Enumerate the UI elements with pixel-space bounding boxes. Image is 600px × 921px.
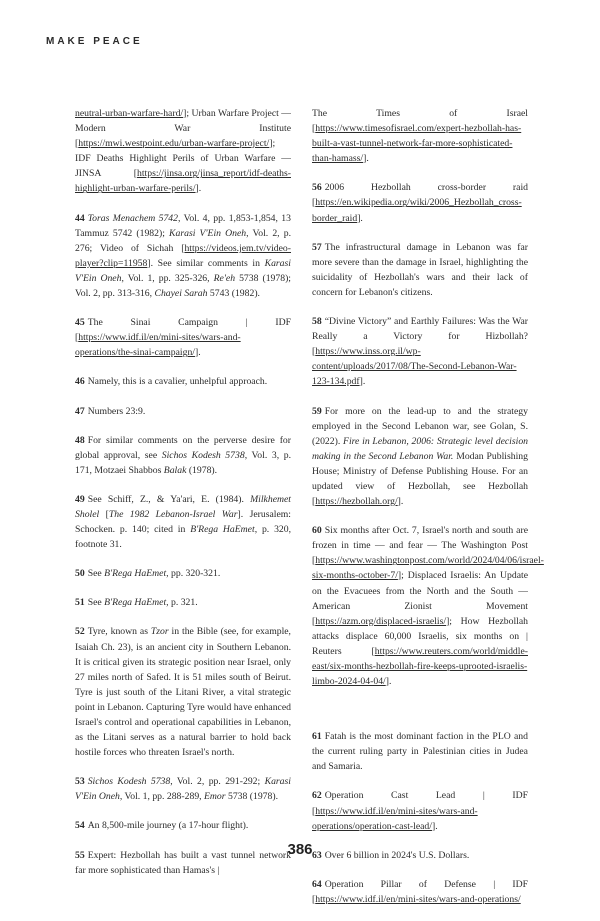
reference-link[interactable]: https://azm.org/displaced-israelis/ (315, 615, 447, 627)
reference-link[interactable]: https://www.idf.il/en/mini-sites/wars-and-operations/ (315, 893, 521, 905)
footnote-text: ]. (359, 376, 366, 388)
reference-link[interactable]: https://www.inss.org.il/wp-content/uploads/2017/08/The-Second-Lebanon-War-123-134.pdf (312, 346, 517, 388)
footnote-text: See Schiff, Z., & Ya'ari, E. (1984). (87, 493, 251, 505)
footnote-continuation (75, 106, 291, 197)
footnote-51 (75, 595, 291, 610)
cited-title: Milkhemet Sholel (75, 493, 291, 520)
footnote-59 (312, 404, 528, 510)
footnote-number: 56 (312, 182, 322, 194)
footnote-number: 48 (75, 434, 85, 446)
reference-link[interactable]: https://mwi.westpoint.edu/urban-warfare-project/ (78, 138, 270, 150)
footnote-text: 5738 (1978). (225, 791, 279, 803)
footnote-text: ]; IDF Deaths Highlight Perils of Urban Warfare — JINSA [ (75, 138, 291, 180)
footnote-60 (312, 523, 544, 689)
footnote-number: 62 (312, 790, 322, 802)
footnote-text: (1978). (186, 464, 218, 476)
cited-title: Toras Menachem 5742 (87, 212, 178, 224)
column-spacer (312, 703, 528, 729)
footnote-text: 5743 (1982). (207, 288, 260, 300)
footnote-number: 59 (312, 405, 322, 417)
footnote-text: Modan Publishing House; Ministry of Defense Publishing House. For an updated view of Hezbollah, see Hezbollah [ (312, 450, 528, 508)
footnote-text: ]. (194, 347, 201, 359)
reference-link[interactable]: https://www.timesofisrael.com/expert-hezbollah-has-built-a-vast-tunnel-network-far-more-sophisticated-than-hamass/ (312, 123, 522, 165)
footnote-text: “Divine Victory” and Earthly Failures: Was the War Really a Victory for Hizbollah? [ (312, 316, 528, 358)
footnote-number: 52 (75, 626, 85, 638)
footnote-number: 51 (75, 597, 85, 609)
reference-link[interactable]: https://hezbollah.org/ (315, 496, 398, 508)
cited-title: B'Rega HaEmet (190, 524, 255, 536)
cited-title: Karasi V'Ein Oneh (75, 257, 291, 284)
footnote-text: Over 6 billion in 2024's U.S. Dollars. (324, 849, 470, 861)
footnote-text: See (87, 568, 105, 580)
footnote-text: The Times of Israel [ (312, 108, 528, 135)
footnote-62 (312, 788, 528, 833)
footnote-text: ]; Urban Warfare Project — Modern War Institute [ (75, 108, 291, 150)
footnote-44 (75, 211, 291, 302)
footnote-text: ]. See similar comments in (147, 257, 265, 269)
footnote-52 (75, 624, 291, 760)
cited-title: The 1982 Lebanon-Israel War (108, 508, 238, 520)
reference-link[interactable]: neutral-urban-warfare-hard/ (75, 108, 184, 119)
cited-title: Karasi V'Ein Oneh (169, 227, 247, 239)
footnote-number: 44 (75, 212, 85, 224)
footnote-text: ]; Displaced Israelis: An Update on the Evacuees from the North and the South — American Zionist Movement [ (312, 570, 528, 627)
footnote-text: See (87, 597, 105, 609)
footnote-text: Numbers 23:9. (87, 405, 146, 417)
footnote-text: Tyre, known as (87, 626, 151, 638)
cited-title: Karasi V'Ein Oneh (75, 776, 291, 803)
reference-link[interactable]: https://en.wikipedia.org/wiki/2006_Hezbollah_cross-border_raid (312, 197, 522, 224)
footnote-text: , Vol. 1, pp. 288-289, (119, 791, 205, 803)
footnote-text: , p. 321. (166, 597, 198, 609)
footnote-48 (75, 433, 291, 478)
footnote-text: ]. (385, 676, 392, 688)
reference-link[interactable]: https://videos.jem.tv/video-player?clip=11958 (75, 242, 291, 269)
footnotes-right-column (312, 106, 544, 921)
footnote-text: , Vol. 1, pp. 325-326, (121, 272, 214, 284)
cited-title: Emor (204, 791, 226, 803)
footnote-text: The Sinai Campaign | IDF [ (75, 317, 291, 344)
footnotes-left-column (75, 106, 291, 892)
footnote-45 (75, 315, 291, 360)
footnote-text: ]. (357, 212, 363, 224)
footnote-54 (75, 818, 291, 833)
footnote-56 (312, 180, 528, 225)
cited-title: Fire in Lebanon, 2006: Strategic level decision making in the Second Lebanon War. (312, 435, 529, 462)
cited-title: B'Rega HaEmet (104, 568, 167, 580)
footnote-number: 63 (312, 849, 322, 861)
reference-link[interactable]: https://www.reuters.com/world/middle-east/six-months-hezbollah-fire-keeps-uprooted-israelis-limbo-2024-04-04/ (312, 645, 528, 688)
footnote-text: Expert: Hezbollah has built a vast tunnel network far more sophisticated than Hamas's | (75, 849, 291, 876)
footnote-number: 55 (75, 849, 85, 861)
footnote-number: 58 (312, 316, 322, 328)
footnote-text: ]. (397, 496, 404, 508)
footnote-text: , pp. 320-321. (166, 568, 221, 580)
reference-link[interactable]: https://www.idf.il/en/mini-sites/wars-and-operations/the-sinai-campaign/ (75, 332, 241, 359)
footnote-continuation (312, 106, 528, 166)
footnote-number: 45 (75, 317, 85, 329)
footnote-number: 60 (312, 525, 322, 537)
footnote-text: Namely, this is a cavalier, unhelpful approach. (87, 376, 268, 388)
cited-title: Balak (163, 464, 187, 476)
footnote-53 (75, 774, 291, 804)
footnote-50 (75, 566, 291, 581)
footnote-number: 57 (312, 241, 322, 253)
reference-link[interactable]: https://www.washingtonpost.com/world/2024/04/06/israel-six-months-october-7/ (312, 555, 544, 582)
footnote-number: 54 (75, 820, 85, 832)
footnote-text: Six months after Oct. 7, Israel's north and south are frozen in time — and fear — The Washington Post [ (312, 525, 528, 567)
footnote-number: 47 (75, 405, 85, 417)
footnote-58 (312, 314, 528, 389)
running-header: MAKE PEACE (46, 36, 143, 47)
cited-title: Chayei Sarah (154, 288, 208, 300)
footnote-text: 5738 (1978); Vol. 2, pp. 313-316, (75, 272, 291, 300)
footnote-47 (75, 404, 291, 419)
footnote-text: , Vol. 2, pp. 291-292; (170, 776, 265, 788)
footnote-text: ]; How Hezbollah attacks displace 60,000 Israelis, six months on | Reuters [ (312, 615, 528, 657)
footnote-text: ]. Jerusalem: Schocken. p. 140; cited in (75, 508, 291, 536)
cited-title: Sichos Kodesh 5738 (161, 449, 245, 461)
footnote-57 (312, 240, 528, 300)
footnote-number: 46 (75, 376, 85, 388)
footnote-number: 64 (312, 878, 322, 890)
footnote-text: For similar comments on the perverse desire for global approval, see (75, 434, 291, 461)
footnote-text: ]. (363, 153, 369, 165)
footnote-text: , p. 320, footnote 31. (75, 524, 292, 551)
footnote-text: , Vol. 4, pp. 1,853-1,854, 13 Tammuz 5742 (1982); (75, 212, 291, 239)
footnote-text: , Vol. 2, p. 276; Video of Sichah [ (75, 227, 291, 254)
footnote-text: The infrastructural damage in Lebanon was far more severe than the damage in Israel, highlighting the suicidality of Hezbollah's wars and their lack of concern for Lebanon's citizens. (312, 241, 528, 298)
footnote-text: Operation Cast Lead | IDF [ (312, 790, 528, 817)
cited-title: B'Rega HaEmet (104, 597, 167, 609)
footnote-text: Fatah is the most dominant faction in the PLO and the current ruling party in Palestinian cities in Judea and Samaria. (312, 731, 528, 773)
footnote-number: 49 (75, 493, 85, 505)
footnote-text: An 8,500-mile journey (a 17-hour flight). (87, 820, 249, 832)
footnote-number: 50 (75, 568, 85, 580)
reference-link[interactable]: https://jinsa.org/jinsa_report/idf-deaths-highlight-urban-warfare-perils/ (75, 168, 291, 195)
footnote-text: For more on the lead-up to and the strategy employed in the Second Lebanon war, see Golan, S. (2022). (312, 405, 528, 447)
footnote-text: [ (99, 508, 109, 520)
footnote-49 (75, 492, 291, 552)
footnote-text: ]. (431, 820, 438, 832)
footnote-46 (75, 374, 291, 389)
cited-title: Re'eh (213, 272, 236, 284)
page-number: 386 (287, 841, 313, 858)
footnote-text: ]. (195, 183, 202, 195)
footnote-text: Operation Pillar of Defense | IDF [ (312, 878, 528, 905)
footnote-64 (312, 877, 528, 907)
footnote-text: , Vol. 3, p. 171, Motzaei Shabbos (75, 449, 291, 476)
footnote-text: 2006 Hezbollah cross-border raid [ (312, 182, 528, 209)
cited-title: Tzor (150, 626, 169, 638)
footnote-text: in the Bible (see, for example, Isaiah Ch. 23), is an ancient city in Southern Lebanon. It is critical given its strategic position near Israel, only 27 miles north of Safed. It is 51 miles south of Beirut. Tyre is just south of the Litani River, a vital strategic point in Lebanon. Capturing Tyre would have enhanced Israel's control and operational capabilities in Lebanon, as the Litani serves as a natural barrier to hold back hostile forces who threaten Israel's north. (75, 626, 291, 759)
reference-link[interactable]: https://www.idf.il/en/mini-sites/wars-and-operations/operation-cast-lead/ (312, 805, 478, 832)
footnote-61 (312, 729, 528, 774)
footnote-number: 53 (75, 776, 85, 788)
footnote-number: 61 (312, 731, 322, 743)
cited-title: Sichos Kodesh 5738 (87, 776, 171, 788)
